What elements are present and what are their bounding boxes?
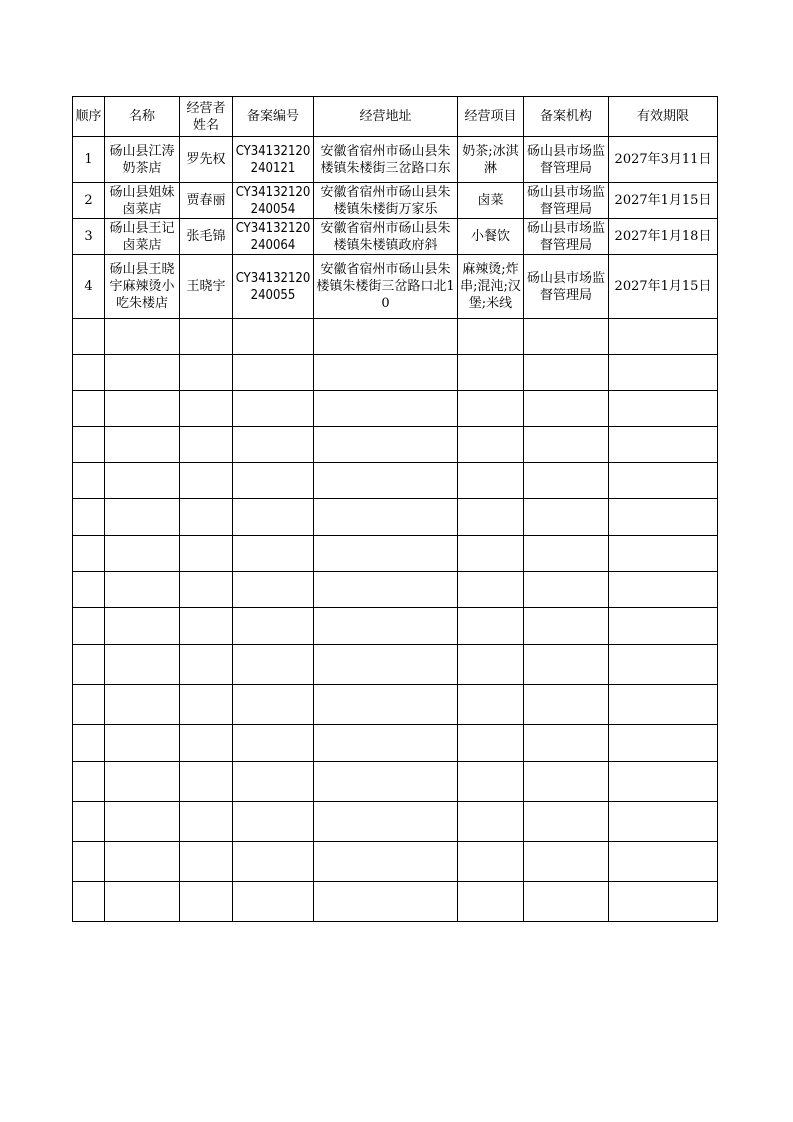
header-cell: 经营地址 [314, 97, 458, 137]
empty-row [73, 391, 718, 427]
empty-cell [180, 802, 233, 842]
cell-record-no: CY34132120240121 [233, 137, 314, 183]
empty-cell [314, 427, 458, 463]
cell-address: 安徽省宿州市砀山县朱楼镇朱楼街三岔路口北10 [314, 255, 458, 319]
empty-cell [458, 725, 524, 762]
empty-cell [180, 572, 233, 608]
cell-record-no: CY34132120240055 [233, 255, 314, 319]
empty-cell [73, 725, 105, 762]
empty-cell [73, 645, 105, 685]
empty-row [73, 725, 718, 762]
empty-cell [524, 882, 609, 922]
header-cell: 有效期限 [609, 97, 718, 137]
empty-cell [73, 463, 105, 499]
empty-cell [314, 391, 458, 427]
cell-name: 砀山县王记卤菜店 [105, 219, 180, 255]
empty-cell [458, 463, 524, 499]
empty-cell [524, 391, 609, 427]
empty-cell [609, 427, 718, 463]
empty-row [73, 463, 718, 499]
empty-cell [105, 355, 180, 391]
empty-cell [609, 725, 718, 762]
empty-row [73, 427, 718, 463]
empty-cell [73, 762, 105, 802]
empty-cell [233, 572, 314, 608]
cell-valid: 2027年1月18日 [609, 219, 718, 255]
empty-cell [314, 725, 458, 762]
empty-row [73, 355, 718, 391]
empty-cell [180, 319, 233, 355]
empty-cell [609, 608, 718, 645]
cell-address: 安徽省宿州市砀山县朱楼镇朱楼街三岔路口东 [314, 137, 458, 183]
empty-cell [458, 572, 524, 608]
empty-row [73, 608, 718, 645]
empty-cell [524, 355, 609, 391]
empty-cell [233, 391, 314, 427]
empty-cell [458, 685, 524, 725]
empty-row [73, 645, 718, 685]
empty-row [73, 499, 718, 536]
empty-cell [458, 645, 524, 685]
empty-cell [105, 463, 180, 499]
empty-cell [314, 802, 458, 842]
empty-cell [314, 645, 458, 685]
empty-cell [233, 842, 314, 882]
empty-cell [105, 319, 180, 355]
empty-cell [105, 499, 180, 536]
empty-cell [73, 882, 105, 922]
empty-cell [73, 842, 105, 882]
table-row [73, 255, 718, 319]
empty-cell [609, 762, 718, 802]
empty-cell [609, 842, 718, 882]
empty-cell [233, 499, 314, 536]
cell-name: 砀山县姐妹卤菜店 [105, 183, 180, 219]
empty-row [73, 842, 718, 882]
table-header-row [73, 97, 718, 137]
empty-cell [609, 536, 718, 572]
empty-cell [180, 499, 233, 536]
empty-cell [314, 608, 458, 645]
empty-cell [524, 725, 609, 762]
empty-cell [180, 427, 233, 463]
header-cell: 经营项目 [458, 97, 524, 137]
empty-cell [73, 685, 105, 725]
empty-cell [524, 319, 609, 355]
empty-cell [180, 762, 233, 802]
cell-valid: 2027年1月15日 [609, 255, 718, 319]
empty-cell [314, 842, 458, 882]
empty-cell [524, 536, 609, 572]
empty-cell [180, 842, 233, 882]
empty-cell [458, 842, 524, 882]
empty-cell [609, 499, 718, 536]
empty-cell [73, 319, 105, 355]
cell-agency: 砀山县市场监督管理局 [524, 183, 609, 219]
empty-cell [458, 762, 524, 802]
empty-cell [609, 463, 718, 499]
empty-row [73, 572, 718, 608]
empty-cell [314, 762, 458, 802]
empty-cell [105, 802, 180, 842]
empty-cell [314, 536, 458, 572]
empty-cell [73, 802, 105, 842]
empty-cell [233, 608, 314, 645]
empty-cell [233, 355, 314, 391]
empty-cell [180, 608, 233, 645]
header-cell: 备案编号 [233, 97, 314, 137]
header-cell: 经营者姓名 [180, 97, 233, 137]
cell-no: 1 [73, 137, 105, 183]
cell-valid: 2027年3月11日 [609, 137, 718, 183]
empty-cell [314, 355, 458, 391]
table-row [73, 219, 718, 255]
empty-cell [233, 685, 314, 725]
empty-cell [105, 391, 180, 427]
empty-cell [105, 842, 180, 882]
header-cell: 顺序 [73, 97, 105, 137]
empty-cell [105, 536, 180, 572]
empty-cell [609, 645, 718, 685]
cell-address: 安徽省宿州市砀山县朱楼镇朱楼镇政府斜 [314, 219, 458, 255]
empty-cell [458, 355, 524, 391]
empty-cell [524, 842, 609, 882]
empty-cell [73, 391, 105, 427]
empty-cell [73, 427, 105, 463]
cell-items: 奶茶;冰淇淋 [458, 137, 524, 183]
empty-cell [314, 685, 458, 725]
empty-cell [233, 762, 314, 802]
empty-cell [233, 802, 314, 842]
empty-cell [233, 882, 314, 922]
cell-name: 砀山县江涛奶茶店 [105, 137, 180, 183]
empty-cell [524, 762, 609, 802]
cell-operator: 贾春丽 [180, 183, 233, 219]
empty-cell [233, 319, 314, 355]
empty-cell [609, 685, 718, 725]
cell-no: 2 [73, 183, 105, 219]
empty-cell [314, 882, 458, 922]
empty-cell [458, 319, 524, 355]
empty-row [73, 802, 718, 842]
cell-items: 卤菜 [458, 183, 524, 219]
empty-cell [180, 391, 233, 427]
empty-cell [524, 463, 609, 499]
empty-cell [609, 391, 718, 427]
empty-cell [609, 572, 718, 608]
empty-cell [233, 463, 314, 499]
empty-row [73, 536, 718, 572]
empty-cell [524, 685, 609, 725]
empty-cell [180, 645, 233, 685]
empty-cell [180, 463, 233, 499]
cell-record-no: CY34132120240054 [233, 183, 314, 219]
empty-cell [609, 882, 718, 922]
empty-cell [180, 725, 233, 762]
empty-cell [609, 319, 718, 355]
table-row [73, 137, 718, 183]
empty-cell [458, 802, 524, 842]
empty-row [73, 762, 718, 802]
empty-cell [458, 499, 524, 536]
table-row [73, 183, 718, 219]
empty-cell [458, 391, 524, 427]
empty-cell [73, 572, 105, 608]
empty-cell [73, 536, 105, 572]
cell-no: 3 [73, 219, 105, 255]
empty-cell [609, 802, 718, 842]
cell-agency: 砀山县市场监督管理局 [524, 137, 609, 183]
empty-cell [105, 427, 180, 463]
cell-no: 4 [73, 255, 105, 319]
empty-cell [314, 499, 458, 536]
empty-cell [524, 608, 609, 645]
cell-operator: 张毛锦 [180, 219, 233, 255]
empty-cell [73, 608, 105, 645]
cell-items: 小餐饮 [458, 219, 524, 255]
empty-cell [524, 802, 609, 842]
empty-cell [180, 685, 233, 725]
record-table [72, 96, 718, 922]
empty-cell [458, 882, 524, 922]
empty-cell [105, 685, 180, 725]
empty-cell [180, 355, 233, 391]
empty-cell [180, 536, 233, 572]
empty-cell [233, 536, 314, 572]
empty-cell [105, 762, 180, 802]
empty-cell [524, 645, 609, 685]
cell-agency: 砀山县市场监督管理局 [524, 255, 609, 319]
cell-name: 砀山县王晓宇麻辣烫小吃朱楼店 [105, 255, 180, 319]
empty-cell [105, 608, 180, 645]
empty-cell [314, 319, 458, 355]
empty-cell [458, 536, 524, 572]
cell-agency: 砀山县市场监督管理局 [524, 219, 609, 255]
empty-cell [180, 882, 233, 922]
cell-valid: 2027年1月15日 [609, 183, 718, 219]
empty-cell [314, 463, 458, 499]
empty-cell [458, 427, 524, 463]
empty-cell [233, 427, 314, 463]
empty-cell [105, 572, 180, 608]
cell-address: 安徽省宿州市砀山县朱楼镇朱楼街万家乐 [314, 183, 458, 219]
cell-items: 麻辣烫;炸串;混沌;汉堡;米线 [458, 255, 524, 319]
empty-cell [233, 725, 314, 762]
cell-record-no: CY34132120240064 [233, 219, 314, 255]
empty-cell [458, 608, 524, 645]
empty-row [73, 882, 718, 922]
empty-cell [524, 499, 609, 536]
empty-cell [524, 427, 609, 463]
empty-cell [233, 645, 314, 685]
empty-row [73, 685, 718, 725]
cell-operator: 王晓宇 [180, 255, 233, 319]
empty-rows [73, 319, 718, 922]
empty-cell [105, 725, 180, 762]
header-cell: 备案机构 [524, 97, 609, 137]
empty-cell [314, 572, 458, 608]
empty-cell [73, 499, 105, 536]
empty-cell [609, 355, 718, 391]
empty-cell [73, 355, 105, 391]
cell-operator: 罗先权 [180, 137, 233, 183]
empty-row [73, 319, 718, 355]
header-cell: 名称 [105, 97, 180, 137]
empty-cell [105, 645, 180, 685]
empty-cell [105, 882, 180, 922]
empty-cell [524, 572, 609, 608]
